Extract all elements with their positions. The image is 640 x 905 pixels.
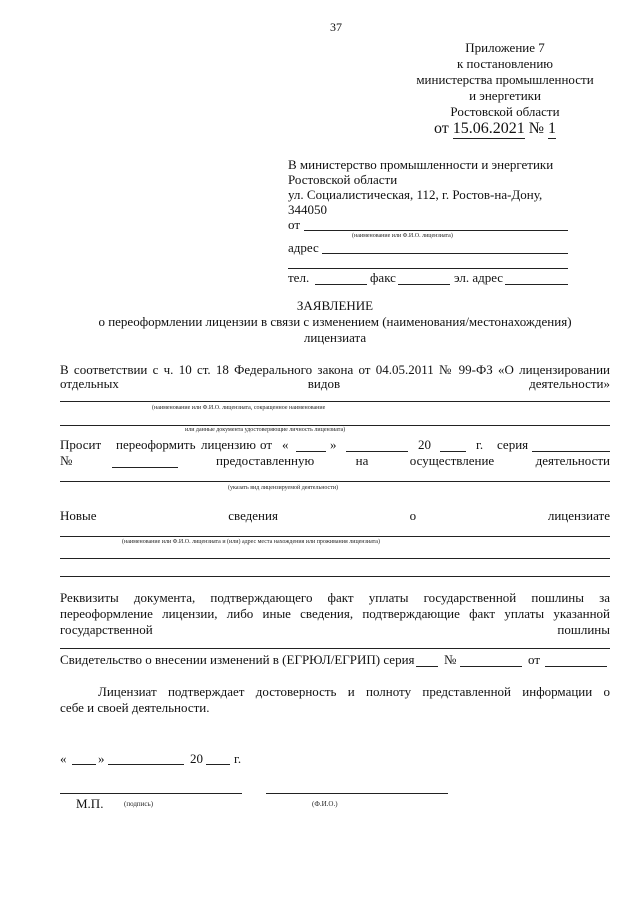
new-info-line (60, 508, 610, 524)
ask-w3: лицензию (201, 437, 256, 452)
tel-field[interactable] (315, 284, 367, 285)
year-20: 20 (418, 437, 431, 452)
document-subtitle: о переоформлении лицензии в связи с изменением (наименования/местонахождения) (98, 314, 572, 329)
ask-w4: от (260, 437, 273, 452)
new-info-field-2[interactable] (60, 558, 610, 559)
addressee-line: Ростовской области (288, 172, 398, 187)
license-series-field[interactable] (532, 451, 610, 452)
addressee-line: 344050 (288, 202, 327, 217)
licensee-name-caption: (наименование или Ф.И.О. лицензиата, сокращенное наименование (152, 405, 326, 411)
quote-open: « (282, 437, 289, 452)
word: государственной (60, 622, 153, 637)
from-field[interactable] (304, 230, 568, 231)
appendix-num-label: № (528, 120, 545, 137)
num-sign: № (60, 453, 73, 468)
new-info-field-3[interactable] (60, 576, 610, 577)
address-label: адрес (288, 240, 319, 255)
appendix-date: 15.06.2021 (453, 119, 525, 139)
cert-date-field[interactable] (545, 666, 607, 667)
fio-caption: (Ф.И.О.) (312, 800, 338, 808)
addressee-line: ул. Социалистическая, 112, г. Ростов-на-Дону, (288, 187, 543, 202)
address-field-2[interactable] (288, 268, 568, 269)
appendix-line: Приложение 7 (465, 40, 545, 55)
from-caption: (наименование или Ф.И.О. лицензиата) (352, 233, 453, 239)
word: лицензиате (547, 508, 610, 523)
appendix-line: и энергетики (469, 88, 541, 103)
ask-w2: переоформить (116, 437, 196, 452)
cert-number-field[interactable] (460, 666, 522, 667)
word: предоставленную (216, 453, 315, 468)
law-line-2 (60, 376, 610, 392)
req-line-3 (60, 622, 610, 638)
fax-label: факс (370, 270, 396, 285)
from-label: от (288, 217, 301, 232)
req-line-1: Реквизиты документа, подтверждающего факт уплаты государственной пошлины за (60, 590, 610, 605)
word: Новые (60, 508, 97, 523)
law-line: В соответствии с ч. 10 ст. 18 Федерального закона от 04.05.2011 № 99-ФЗ «О лицензировании (60, 362, 610, 377)
email-label: эл. адрес (454, 270, 504, 285)
activity-type-caption: (указать вид лицензируемой деятельности) (228, 485, 339, 491)
page-number: 37 (330, 20, 342, 34)
word: пошлины (557, 622, 610, 637)
payment-field[interactable] (60, 648, 610, 649)
appendix-block (400, 40, 610, 120)
footer-year-20: 20 (190, 751, 203, 766)
appendix-line: Ростовской области (450, 104, 560, 119)
document-title: ЗАЯВЛЕНИЕ (296, 298, 374, 313)
footer-month-field[interactable] (108, 764, 184, 765)
fax-field[interactable] (398, 284, 450, 285)
footer-quote-open: « (60, 751, 67, 766)
appendix-line: министерства промышленности (416, 72, 594, 87)
new-info-caption: (наименование или Ф.И.О. лицензиата и (или) адрес места нахождения или проживания лицензиата) (122, 539, 380, 545)
word: отдельных (60, 376, 119, 391)
email-field[interactable] (505, 284, 568, 285)
appendix-num: 1 (548, 119, 556, 139)
word: осуществление (409, 453, 495, 468)
req-line-2: переоформление лицензии, либо иные сведения, подтверждающие факт уплаты указанной (60, 606, 610, 621)
series-label: серия (497, 437, 529, 452)
title-block (60, 298, 610, 346)
confirm-line-1: Лицензиат подтверждает достоверность и полноту представленной информации о (98, 684, 610, 699)
license-day-field[interactable] (296, 451, 326, 452)
word: деятельности (535, 453, 610, 468)
ask-w1: Просит (60, 437, 102, 452)
fio-field[interactable] (266, 793, 448, 794)
word: деятельности» (529, 376, 610, 391)
license-year-field[interactable] (440, 451, 466, 452)
granted-line (216, 453, 610, 469)
addressee-block (288, 157, 608, 217)
appendix-date-line (434, 119, 556, 139)
word: видов (307, 376, 341, 391)
licensee-name-field[interactable] (60, 401, 610, 402)
word: сведения (228, 508, 278, 523)
licensee-id-caption: или данные документа удостоверяющие личность лицензиата) (185, 427, 346, 433)
cert-num-label: № (444, 652, 457, 667)
signature-field[interactable] (60, 793, 242, 794)
footer-day-field[interactable] (72, 764, 96, 765)
license-month-field[interactable] (346, 451, 408, 452)
confirm-line-2: себе и своей деятельности. (60, 700, 210, 715)
footer-quote-close: » (98, 751, 105, 766)
license-number-field[interactable] (112, 467, 178, 468)
footer-year-suffix: г. (234, 751, 242, 766)
appendix-from-label: от (434, 120, 449, 137)
stamp-label: М.П. (76, 796, 104, 811)
cert-from-label: от (528, 652, 541, 667)
licensee-id-field[interactable] (60, 425, 610, 426)
quote-close: » (330, 437, 337, 452)
footer-year-field[interactable] (206, 764, 230, 765)
signature-caption: (подпись) (124, 800, 154, 808)
appendix-line: к постановлению (456, 56, 554, 71)
new-info-field[interactable] (60, 536, 610, 537)
activity-type-field[interactable] (60, 481, 610, 482)
cert-label: Свидетельство о внесении изменений в (ЕГРЮЛ/ЕГРИП) серия (60, 652, 415, 667)
word: на (355, 453, 369, 468)
tel-label: тел. (288, 270, 310, 285)
addressee-line: В министерство промышленности и энергетики (288, 157, 554, 172)
document-subtitle-2: лицензиата (303, 330, 367, 345)
year-suffix: г. (476, 437, 484, 452)
word: о (409, 508, 417, 523)
cert-series-field[interactable] (416, 666, 438, 667)
address-field[interactable] (322, 253, 568, 254)
